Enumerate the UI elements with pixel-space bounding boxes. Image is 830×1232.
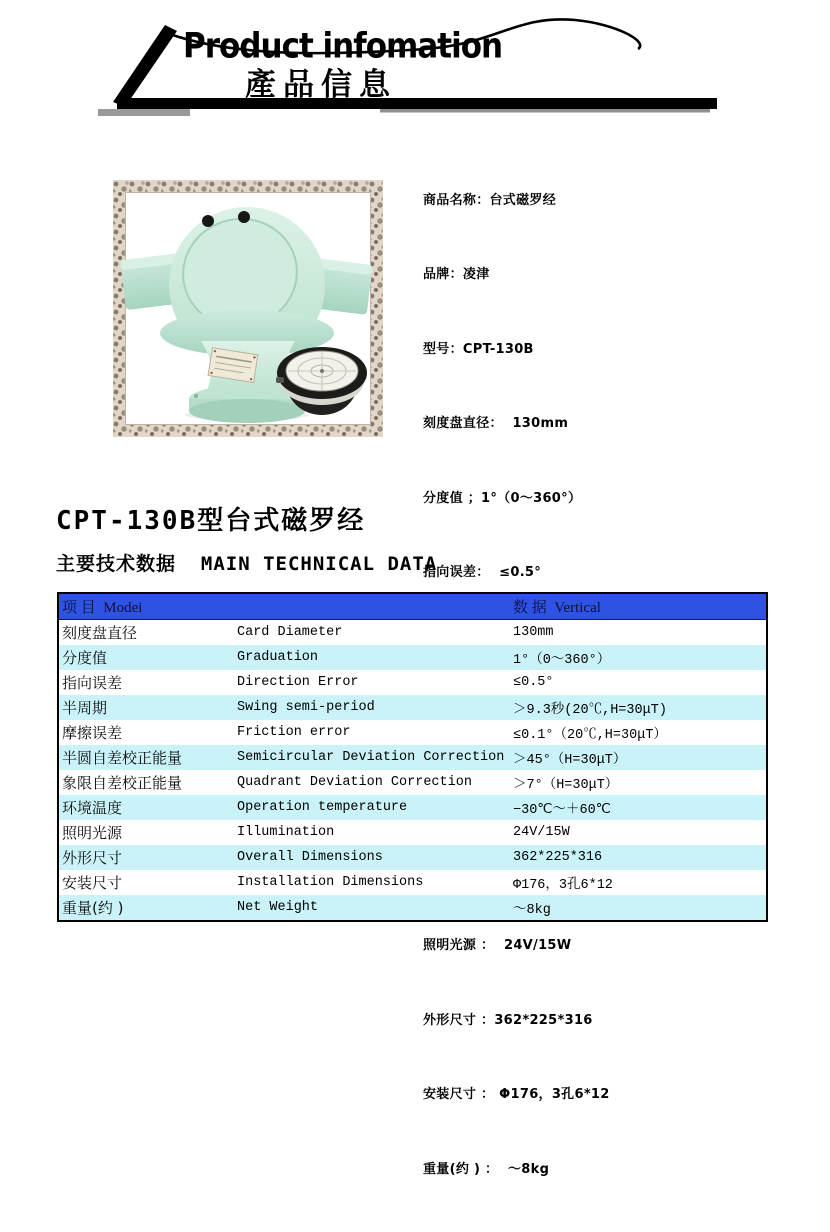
table-row — [58, 870, 767, 895]
row-value: 24V/15W — [513, 825, 570, 840]
table-row — [58, 645, 767, 670]
row-value: ～8kg — [513, 903, 551, 918]
spec-line: 型号：CPT-130B — [423, 341, 534, 357]
table-header-row — [58, 593, 767, 620]
technical-data-table — [57, 592, 768, 922]
row-value: 130mm — [513, 625, 554, 640]
banner-title-en: Product infomation — [183, 26, 503, 67]
spec-line: 刻度盘直径： 130mm — [423, 416, 569, 432]
row-value: ＞7°（H=30μT） — [513, 778, 619, 793]
row-label-cn: 半圆自差校正能量 — [62, 749, 183, 767]
row-label-en: Quadrant Deviation Correction — [237, 775, 472, 790]
row-label-cn: 安装尺寸 — [62, 874, 123, 892]
row-label-en: Swing semi-period — [237, 700, 375, 715]
row-label-en: Friction error — [237, 725, 351, 740]
header-banner — [95, 12, 745, 120]
row-label-en: Illumination — [237, 825, 335, 840]
dome-knob-left — [202, 215, 214, 227]
row-value: Φ176，3孔6*12 — [513, 878, 613, 893]
row-label-cn: 半周期 — [62, 699, 108, 717]
spec-line: 半周期 ；＞9.3秒(20℃,H=30μT) — [423, 639, 645, 655]
table-row — [58, 620, 767, 646]
row-label-cn: 摩擦误差 — [62, 724, 123, 742]
table-row — [58, 770, 767, 795]
product-photo-frame — [113, 180, 383, 437]
spec-line: 分度值 ；1°（0～360°） — [423, 490, 582, 506]
spec-line: 指向误差： ≤0.5° — [423, 565, 542, 581]
row-label-en: Installation Dimensions — [237, 875, 424, 890]
row-label-cn: 刻度盘直径 — [62, 624, 138, 642]
table-row — [58, 895, 767, 921]
row-label-cn: 重量(约 ) — [62, 899, 124, 917]
row-value: ≤0.5° — [513, 675, 554, 690]
dome-knob-right — [238, 211, 250, 223]
spec-line: 外形尺寸 ：362*225*316 — [423, 1012, 593, 1028]
row-value: 362*225*316 — [513, 850, 603, 865]
table-row — [58, 720, 767, 745]
banner-bar — [117, 98, 717, 109]
row-label-en: Semicircular Deviation Correction — [237, 750, 505, 765]
row-label-cn: 分度值 — [62, 649, 108, 667]
row-value: ＞9.3秒(20℃,H=30μT) — [513, 703, 667, 718]
banner-bar-shadow-left — [98, 109, 190, 116]
table-row — [58, 820, 767, 845]
table-row — [58, 795, 767, 820]
header-spacer-column — [234, 593, 510, 620]
row-label-cn: 指向误差 — [62, 674, 123, 692]
row-label-en: Overall Dimensions — [237, 850, 383, 865]
compass-illustration — [126, 193, 370, 424]
table-row — [58, 670, 767, 695]
product-photo — [125, 192, 371, 425]
compass-latch — [276, 377, 284, 383]
table-row — [58, 845, 767, 870]
row-value: −30℃～＋60℃ — [513, 803, 611, 818]
row-label-cn: 环境温度 — [62, 799, 123, 817]
technical-data-title: 主要技术数据 MAIN TECHNICAL DATA — [56, 553, 438, 575]
base-bottom — [189, 399, 305, 423]
spec-line: 商品名称：台式磁罗经 — [423, 192, 557, 208]
spec-line: 环境温度 ： −30℃～＋60℃ — [423, 863, 612, 879]
row-value: ＞45°（H=30μT） — [513, 753, 627, 768]
row-label-cn: 象限自差校正能量 — [62, 774, 183, 792]
spec-line: 半圆自差校正能量 ＞45°（H=30μT） — [423, 788, 665, 804]
row-value: 1°（0～360°） — [513, 653, 611, 668]
table-row — [58, 745, 767, 770]
row-value: ≤0.1°（20℃,H=30μT） — [513, 728, 667, 743]
header-data-column: 数 据 Vertical — [510, 593, 767, 620]
row-label-en: Card Diameter — [237, 625, 343, 640]
spec-line: 照明光源 ： 24V/15W — [423, 938, 572, 953]
spec-line: 品牌：凌津 — [423, 267, 490, 283]
row-label-cn: 外形尺寸 — [62, 849, 123, 867]
banner-title-cn: 產品信息 — [245, 67, 397, 103]
banner-slash-shape — [113, 25, 177, 107]
spec-line: 摩擦误差 ； ≤0.1°（20℃,H=30μT） — [423, 714, 673, 730]
banner-bar-shadow-mid — [380, 109, 710, 113]
row-label-en: Graduation — [237, 650, 319, 665]
row-label-en: Direction Error — [237, 675, 359, 690]
table-row — [58, 695, 767, 720]
row-label-en: Net Weight — [237, 900, 319, 915]
spec-line: 安装尺寸 ： Φ176，3孔6*12 — [423, 1087, 610, 1103]
header-item-column: 项 目 Modei — [58, 593, 234, 620]
spec-line: 重量(约 ) ： ～8kg — [423, 1161, 550, 1177]
row-label-cn: 照明光源 — [62, 824, 123, 842]
row-label-en: Operation temperature — [237, 800, 408, 815]
product-model-title: CPT-130B型台式磁罗经 — [56, 506, 366, 536]
